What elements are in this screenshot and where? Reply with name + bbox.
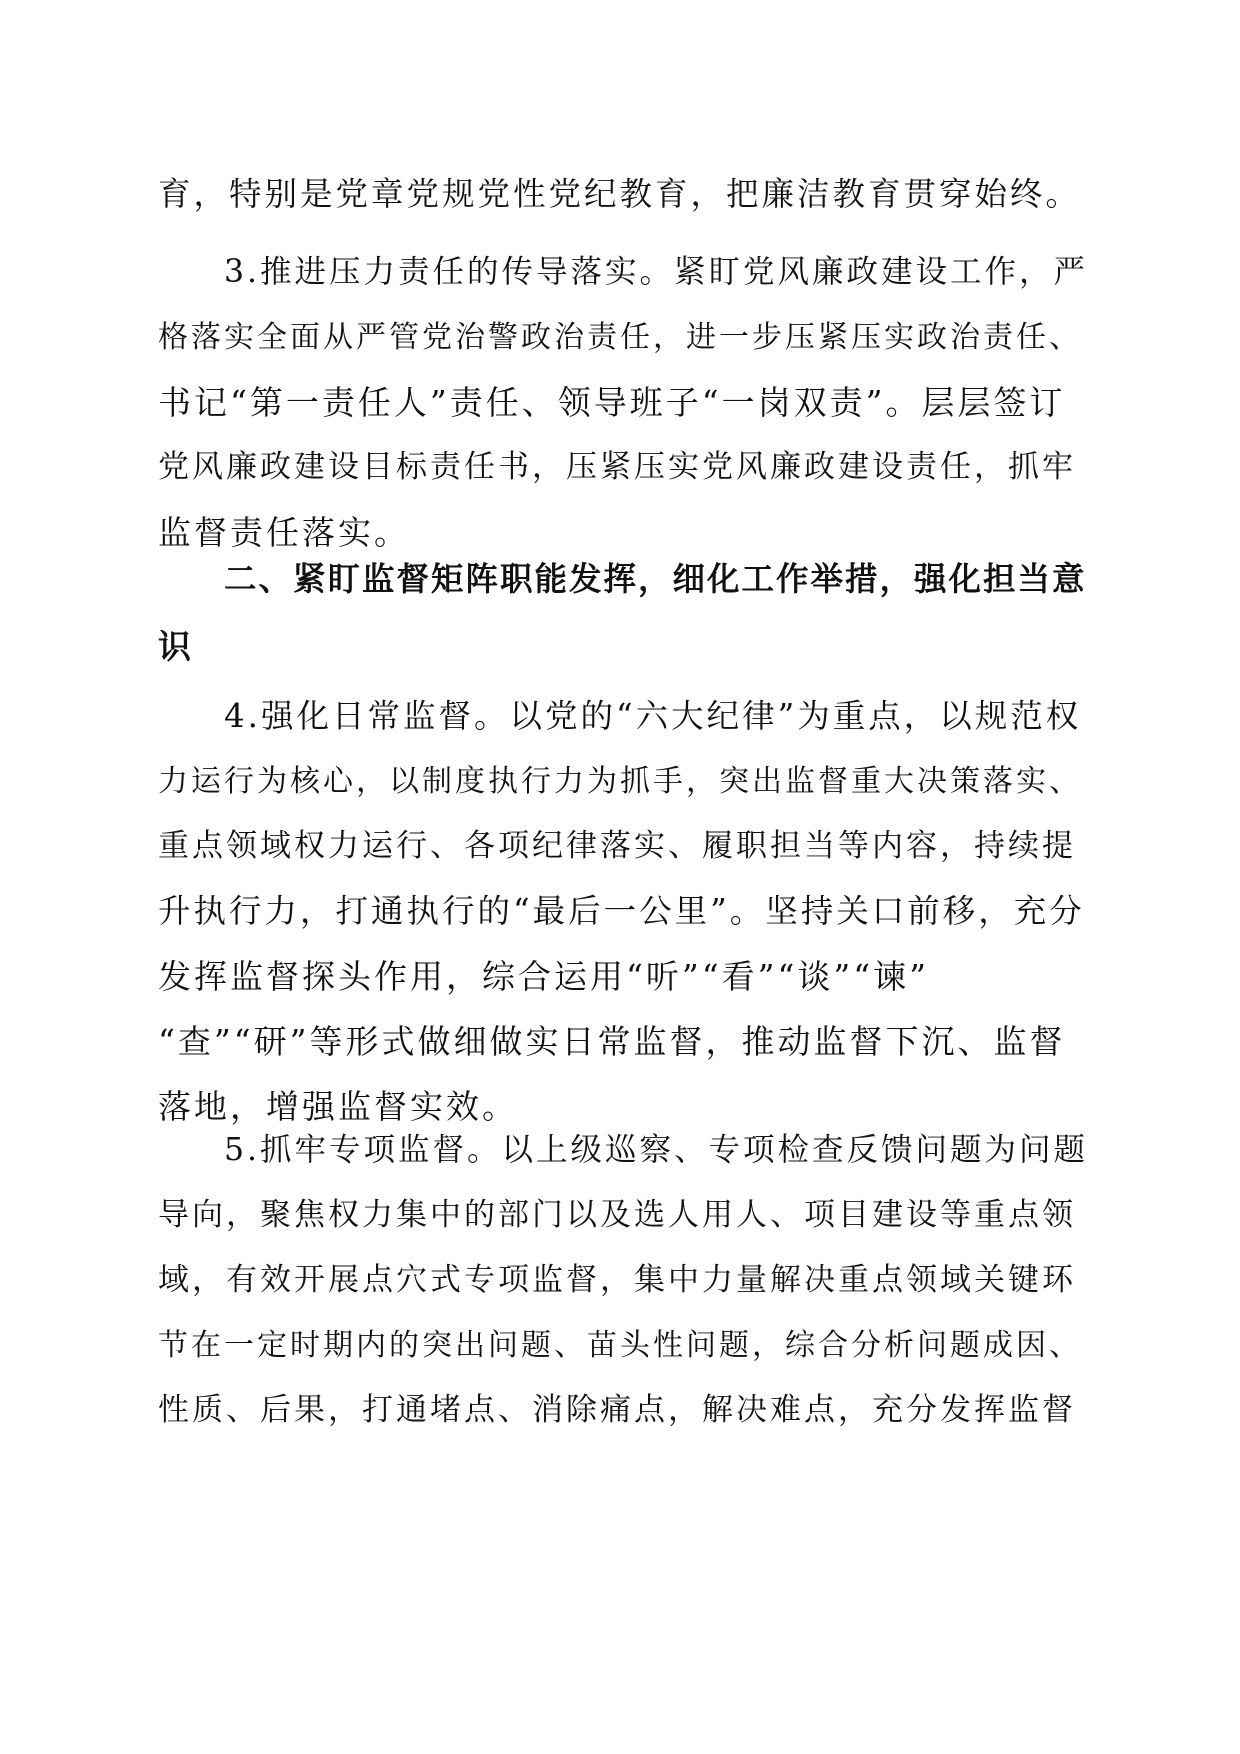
- text-line: 域，有效开展点穴式专项监督，集中力量解决重点领域关键环: [158, 1262, 1076, 1298]
- text-line: 节在一定时期内的突出问题、苗头性问题，综合分析问题成因、: [158, 1328, 1082, 1363]
- text-line: “查”“研”等形式做细做实日常监督，推动监督下沉、监督: [158, 1022, 1066, 1061]
- text-line: 导向，聚焦权力集中的部门以及选人用人、项目建设等重点领: [158, 1197, 1076, 1233]
- text-line: 力运行为核心，以制度执行力为抓手，突出监督重大决策落实、: [158, 764, 1082, 799]
- section-heading-2: [158, 546, 1088, 680]
- text-line: 党风廉政建设目标责任书，压紧压实党风廉政建设责任，抓牢: [158, 449, 1076, 485]
- heading-line: 二、紧盯监督矩阵职能发挥，细化工作举措，强化担当意: [224, 560, 1087, 598]
- text-line: 书记“第一责任人”责任、领导班子“一岗双责”。层层签订: [158, 383, 1066, 422]
- text-line: 性质、后果，打通堵点、消除痛点，解决难点，充分发挥监督: [158, 1392, 1076, 1428]
- text-line: 升执行力，打通执行的“最后一公里”。坚持关口前移，充分: [158, 892, 1085, 930]
- text-line: 重点领域权力运行、各项纪律落实、履职担当等内容，持续提: [158, 828, 1076, 864]
- heading-line: 识: [158, 627, 193, 666]
- text-line: 格落实全面从严管党治警政治责任，进一步压紧压实政治责任、: [158, 320, 1082, 355]
- text-line: 发挥监督探头作用，综合运用“听”“看”“谈”“谏”: [158, 957, 929, 996]
- paragraph-item-5: [158, 1118, 1088, 1443]
- text-line: 监督责任落实。: [158, 513, 410, 552]
- paragraph-item-3: [158, 240, 1088, 565]
- text-line: 3.推进压力责任的传导落实。紧盯党风廉政建设工作，严: [224, 254, 1089, 290]
- paragraph-education-continued: [158, 162, 1088, 227]
- text-line: 5.抓牢专项监督。以上级巡察、专项检查反馈问题为问题: [224, 1132, 1089, 1168]
- text-line: 4.强化日常监督。以党的“六大纪律”为重点，以规范权: [224, 697, 1082, 735]
- text-line: 育，特别是党章党规党性党纪教育，把廉洁教育贯穿始终。: [158, 175, 1082, 213]
- text-line: 落地，增强监督实效。: [158, 1087, 518, 1126]
- paragraph-item-4: [158, 684, 1088, 1139]
